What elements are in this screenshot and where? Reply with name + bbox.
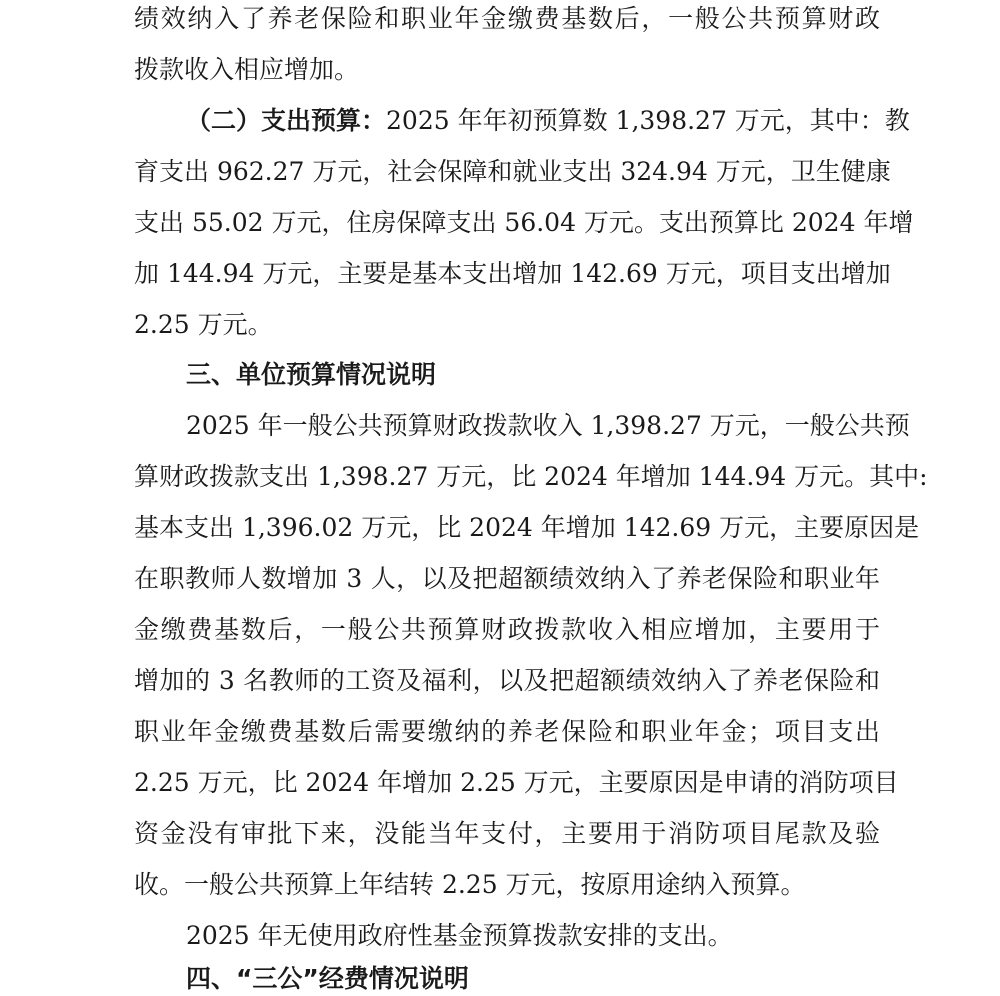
paragraph-line: 拨款收入相应增加。 — [134, 55, 360, 84]
section-heading: 三、单位预算情况说明 — [186, 360, 437, 389]
paragraph-line: 2025 年无使用政府性基金预算拨款安排的支出。 — [186, 921, 733, 950]
paragraph-line: 育支出 962.27 万元，社会保障和就业支出 324.94 万元，卫生健康 — [134, 157, 891, 186]
section-heading: 四、“三公”经费情况说明 — [186, 964, 469, 993]
paragraph-line: 收。一般公共预算上年结转 2.25 万元，按原用途纳入预算。 — [134, 870, 806, 899]
paragraph-line: 加 144.94 万元，主要是基本支出增加 142.69 万元，项目支出增加 — [134, 259, 891, 288]
paragraph-line: 在职教师人数增加 3 人，以及把超额绩效纳入了养老保险和职业年 — [134, 564, 880, 593]
paragraph-line: 基本支出 1,396.02 万元，比 2024 年增加 142.69 万元，主要原因是 — [134, 513, 920, 542]
paragraph-line: 2025 年一般公共预算财政拨款收入 1,398.27 万元，一般公共预 — [186, 411, 910, 440]
paragraph-line: 2.25 万元，比 2024 年增加 2.25 万元，主要原因是申请的消防项目 — [134, 768, 899, 797]
paragraph-line: 算财政拨款支出 1,398.27 万元，比 2024 年增加 144.94 万元。其中: — [134, 462, 928, 491]
paragraph-line — [186, 104, 910, 138]
section-lead: （二）支出预算： — [186, 106, 387, 135]
paragraph-line: 绩效纳入了养老保险和职业年金缴费基数后，一般公共预算财政 — [134, 4, 880, 33]
paragraph-line: 职业年金缴费基数后需要缴纳的养老保险和职业年金；项目支出 — [134, 717, 880, 746]
paragraph-line: 支出 55.02 万元，住房保障支出 56.04 万元。支出预算比 2024 年增 — [134, 208, 914, 237]
paragraph-line: 资金没有审批下来，没能当年支付，主要用于消防项目尾款及验 — [134, 819, 880, 848]
paragraph-line: 金缴费基数后，一般公共预算财政拨款收入相应增加，主要用于 — [134, 615, 880, 644]
paragraph-text: 2025 年年初预算数 1,398.27 万元，其中：教 — [386, 106, 910, 135]
paragraph-line: 2.25 万元。 — [134, 310, 273, 339]
paragraph-line: 增加的 3 名教师的工资及福利，以及把超额绩效纳入了养老保险和 — [134, 666, 880, 695]
